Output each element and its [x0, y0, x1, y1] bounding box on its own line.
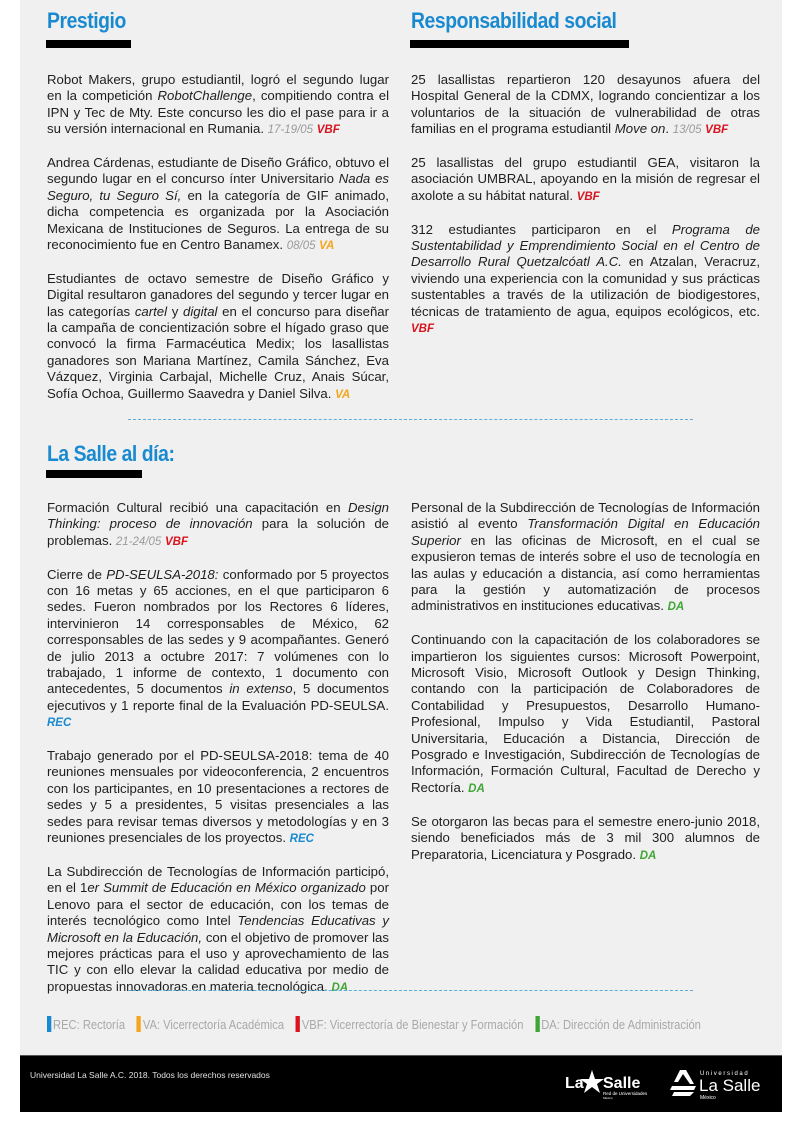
title-underline: [46, 470, 142, 478]
news-item: [411, 632, 760, 797]
legend-label: DA: Dirección de Administración: [541, 1016, 701, 1032]
section-title-prestigio: Prestigio: [47, 8, 126, 33]
logo-sub-text: Red de Universidades: [603, 1091, 648, 1096]
news-item: [47, 72, 389, 139]
body-text: conformado por 5 proyectos con 16 metas y 65 acciones, en el que participaron 6 sedes. Fueron nombrados por los Rectores 6 líderes, intervinieron 14 corresponsables de México, 62 corresponsables de las sedes y 9 acompañantes. Generó de julio 2013 a octubre 2017: 7 volúmenes con lo trabajado, 1 informe de contexto, 1 documento con antecedentes, 5 documentos: [47, 566, 389, 697]
legend-swatch: [47, 1016, 51, 1032]
logo-top-text: Universidad: [700, 1071, 750, 1077]
news-item: [411, 155, 760, 205]
body-text: Andrea Cárdenas, estudiante de Diseño Gráfico, obtuvo el segundo lugar en el concurso ínter Universitario: [47, 155, 389, 187]
body-text: Personal de la Subdirección de Tecnologías de Información asistió al evento: [411, 500, 760, 532]
news-item: [411, 222, 760, 338]
body-text: , compitiendo contra el IPN y Tec de Mty. Este concurso les dio el pase para ir a su versión internacional en Rumania.: [47, 88, 390, 137]
section-divider: [128, 419, 693, 420]
legend-item-da: [535, 1016, 701, 1032]
italic-text: digital: [183, 303, 218, 319]
news-date: 17-19/05: [267, 124, 314, 137]
legend-swatch: [137, 1016, 141, 1032]
section-divider: [128, 990, 693, 991]
news-item: [411, 814, 760, 864]
italic-text: Transformación Digital en Educación Superior: [411, 516, 760, 548]
news-item: [47, 271, 389, 403]
body-text: Cierre de: [47, 566, 107, 582]
logo-sub2-text: México: [603, 1096, 613, 1100]
news-item: [47, 155, 389, 254]
legend-item-rec: [47, 1016, 125, 1032]
copyright-text: Universidad La Salle A.C. 2018. Todos los derechos reservados: [30, 1070, 270, 1080]
news-item: [47, 500, 389, 550]
body-text: Robot Makers, grupo estudiantil, logró el segundo lugar en la competición: [47, 72, 389, 104]
logo-la-text: La: [565, 1075, 584, 1092]
title-underline: [46, 40, 131, 48]
department-tag: VBF: [576, 190, 600, 203]
news-item: [411, 500, 760, 616]
news-item: [47, 567, 389, 732]
body-text: en las oficinas de Microsoft, en el cual se expusieron temas de interés sobre el uso de tecnología en las aulas y educación a distancia, así como herramientas para la gestión y automatización de procesos administrativos en instituciones educativas.: [411, 532, 760, 614]
body-text: 312 estudiantes participaron en el: [411, 221, 672, 237]
body-text: 25 lasallistas del grupo estudiantil GEA, visitaron la asociación UMBRAL, apoyando en la misión de regresar el axolote a su hábitat natural.: [411, 155, 760, 203]
body-text: Estudiantes de octavo semestre de Diseño Gráfico y Digital resultaron ganadores del segundo y tercer lugar en las categorías: [47, 270, 389, 319]
universidad-la-salle-logo[interactable]: [670, 1066, 780, 1107]
legend-label: REC: Rectoría: [53, 1016, 126, 1032]
news-item: [411, 72, 760, 139]
body-text: Formación Cultural recibió una capacitación en: [47, 500, 348, 515]
logo-salle-text: Salle: [603, 1075, 641, 1092]
body-text: 25 lasallistas repartieron 120 desayunos afuera del Hospital General de la CDMX, logrando concientizar a los voluntarios de la situación de vulnerabilidad de otras familias en el programa estudiantil: [411, 72, 760, 137]
department-tag: REC: [47, 717, 72, 730]
legend-swatch: [535, 1016, 539, 1032]
italic-text: in extenso: [229, 681, 293, 697]
italic-text: Tendencias Educativas y Microsoft en la Educación,: [47, 913, 389, 945]
department-tag: VBF: [705, 124, 729, 137]
news-date: 13/05: [672, 124, 702, 137]
department-tag: DA: [639, 849, 657, 862]
department-legend: [47, 1016, 710, 1035]
logo-sub-text: México: [700, 1095, 716, 1101]
body-text: La Subdirección de Tecnologías de Información participó, en el 1: [47, 863, 389, 896]
department-tag: VBF: [164, 535, 188, 548]
news-date: 21-24/05: [115, 535, 162, 548]
italic-text: RobotChallenge: [157, 88, 253, 104]
la-salle-al-dia-left-column: [47, 500, 389, 1013]
department-tag: DA: [331, 981, 349, 994]
prestigio-column: [47, 72, 389, 419]
section-title-la-salle-al-dia: La Salle al día:: [47, 441, 175, 466]
department-tag: VBF: [316, 124, 340, 137]
title-underline: [410, 40, 629, 48]
department-tag: DA: [667, 601, 685, 614]
body-text: para la solución de problemas.: [47, 516, 389, 548]
la-salle-al-dia-right-column: [411, 500, 760, 880]
italic-text: PD-SEULSA-2018:: [106, 566, 219, 582]
news-item: [47, 864, 389, 996]
footer: [20, 1055, 782, 1112]
news-date: 08/05: [286, 240, 316, 253]
body-text: Continuando con la capacitación de los colaboradores se impartieron los siguientes cursos: Microsoft Powerpoint, Microsoft Visio, Microsoft Outlook y Design Thinking, contando con la participación de Colaboradores de Contabilidad y Presupuestos, Desarrollo Humano-Profesional, Impulso y Vida Estudiantil, Pastoral Universitaria, Educación a Distancia, Dirección de Posgrado e Investigación, Subdirección de Tecnologías de Información, Formación Cultural, Facultad de Derecho y Rectoría.: [411, 632, 760, 795]
responsabilidad-column: [411, 72, 760, 354]
department-tag: VA: [335, 388, 351, 401]
legend-item-va: [137, 1016, 284, 1032]
section-title-responsabilidad-social: Responsabilidad social: [411, 8, 617, 33]
italic-text: Programa de Sustentabilidad y Emprendimiento Social en el Centro de Desarrollo Rural Quetzalcóatl A.C.: [411, 221, 760, 270]
la-salle-emblem-icon: [670, 1070, 696, 1096]
body-text: en Atzalan, Veracruz, viviendo una experiencia con la comunidad y sus prácticas sustentables a través de la utilización de biodigestores, técnicas de tratamiento de agua, equipos ecológicos, etc.: [411, 254, 760, 319]
legend-label: VA: Vicerrectoría Académica: [142, 1016, 285, 1032]
body-text: en la categoría de GIF animado, dicha competencia es organizada por la Asociación Mexicana de Instituciones de Seguros. La entrega de su reconocimiento fue en Centro Banamex.: [47, 187, 390, 253]
body-text: con el objetivo de promover las mejores prácticas para el uso y aprovechamiento de las TIC y con ello elevar la calidad educativa por medio de propuestas innovadoras en materia tecnológica.: [47, 929, 389, 994]
italic-text: Move on: [614, 121, 666, 137]
legend-item-vbf: [296, 1016, 524, 1032]
department-tag: REC: [289, 833, 314, 846]
legend-swatch: [296, 1016, 300, 1032]
logo-main-text: La Salle: [699, 1076, 761, 1095]
body-text: .: [665, 121, 673, 137]
italic-text: Design Thinking: proceso de innovación: [47, 500, 389, 532]
department-tag: VA: [319, 240, 335, 253]
body-text: y: [167, 303, 184, 319]
italic-text: er Summit de Educación en México organizado: [87, 880, 366, 896]
la-salle-network-logo[interactable]: [565, 1066, 657, 1105]
italic-text: cartel: [134, 303, 168, 319]
department-tag: DA: [468, 782, 485, 795]
italic-text: Nada es Seguro, tu Seguro Sí,: [47, 171, 390, 203]
body-text: en el concurso para diseñar la campaña de concientización sobre el hígado graso que convocó la firma Farmacéutica Medix; los lasallistas ganadores son Mariana Martínez, Camila Sánchez, Eva Vázquez, Virginia Carbajal, Michelle Cruz, Anais Súcar, Sofía Ochoa, Guillermo Saavedra y Daniel Silva.: [47, 303, 390, 401]
body-text: Trabajo generado por el PD-SEULSA-2018: tema de 40 reuniones mensuales por videoconferencia, 2 encuentros con los participantes, en 10 presentaciones a rectores de sedes y 5 a presidentes, 5 visitas presenciales a las sedes para revisar temas diversos y metodologías y en 3 reuniones presenciales de los proyectos.: [47, 748, 389, 846]
body-text: , 5 documentos ejecutivos y 1 reporte final de la Evaluación PD-SEULSA.: [47, 681, 389, 713]
body-text: por Lenovo para el sector de educación, con los temas de interés tecnológico como Intel: [47, 880, 389, 929]
department-tag: VBF: [411, 323, 434, 336]
body-text: Se otorgaron las becas para el semestre enero-junio 2018, siendo beneficiados más de 3 mil 300 alumnos de Preparatoria, Licenciatura y Posgrado.: [411, 813, 760, 862]
legend-label: VBF: Vicerrectoría de Bienestar y Formación: [301, 1016, 524, 1032]
news-item: [47, 748, 389, 847]
